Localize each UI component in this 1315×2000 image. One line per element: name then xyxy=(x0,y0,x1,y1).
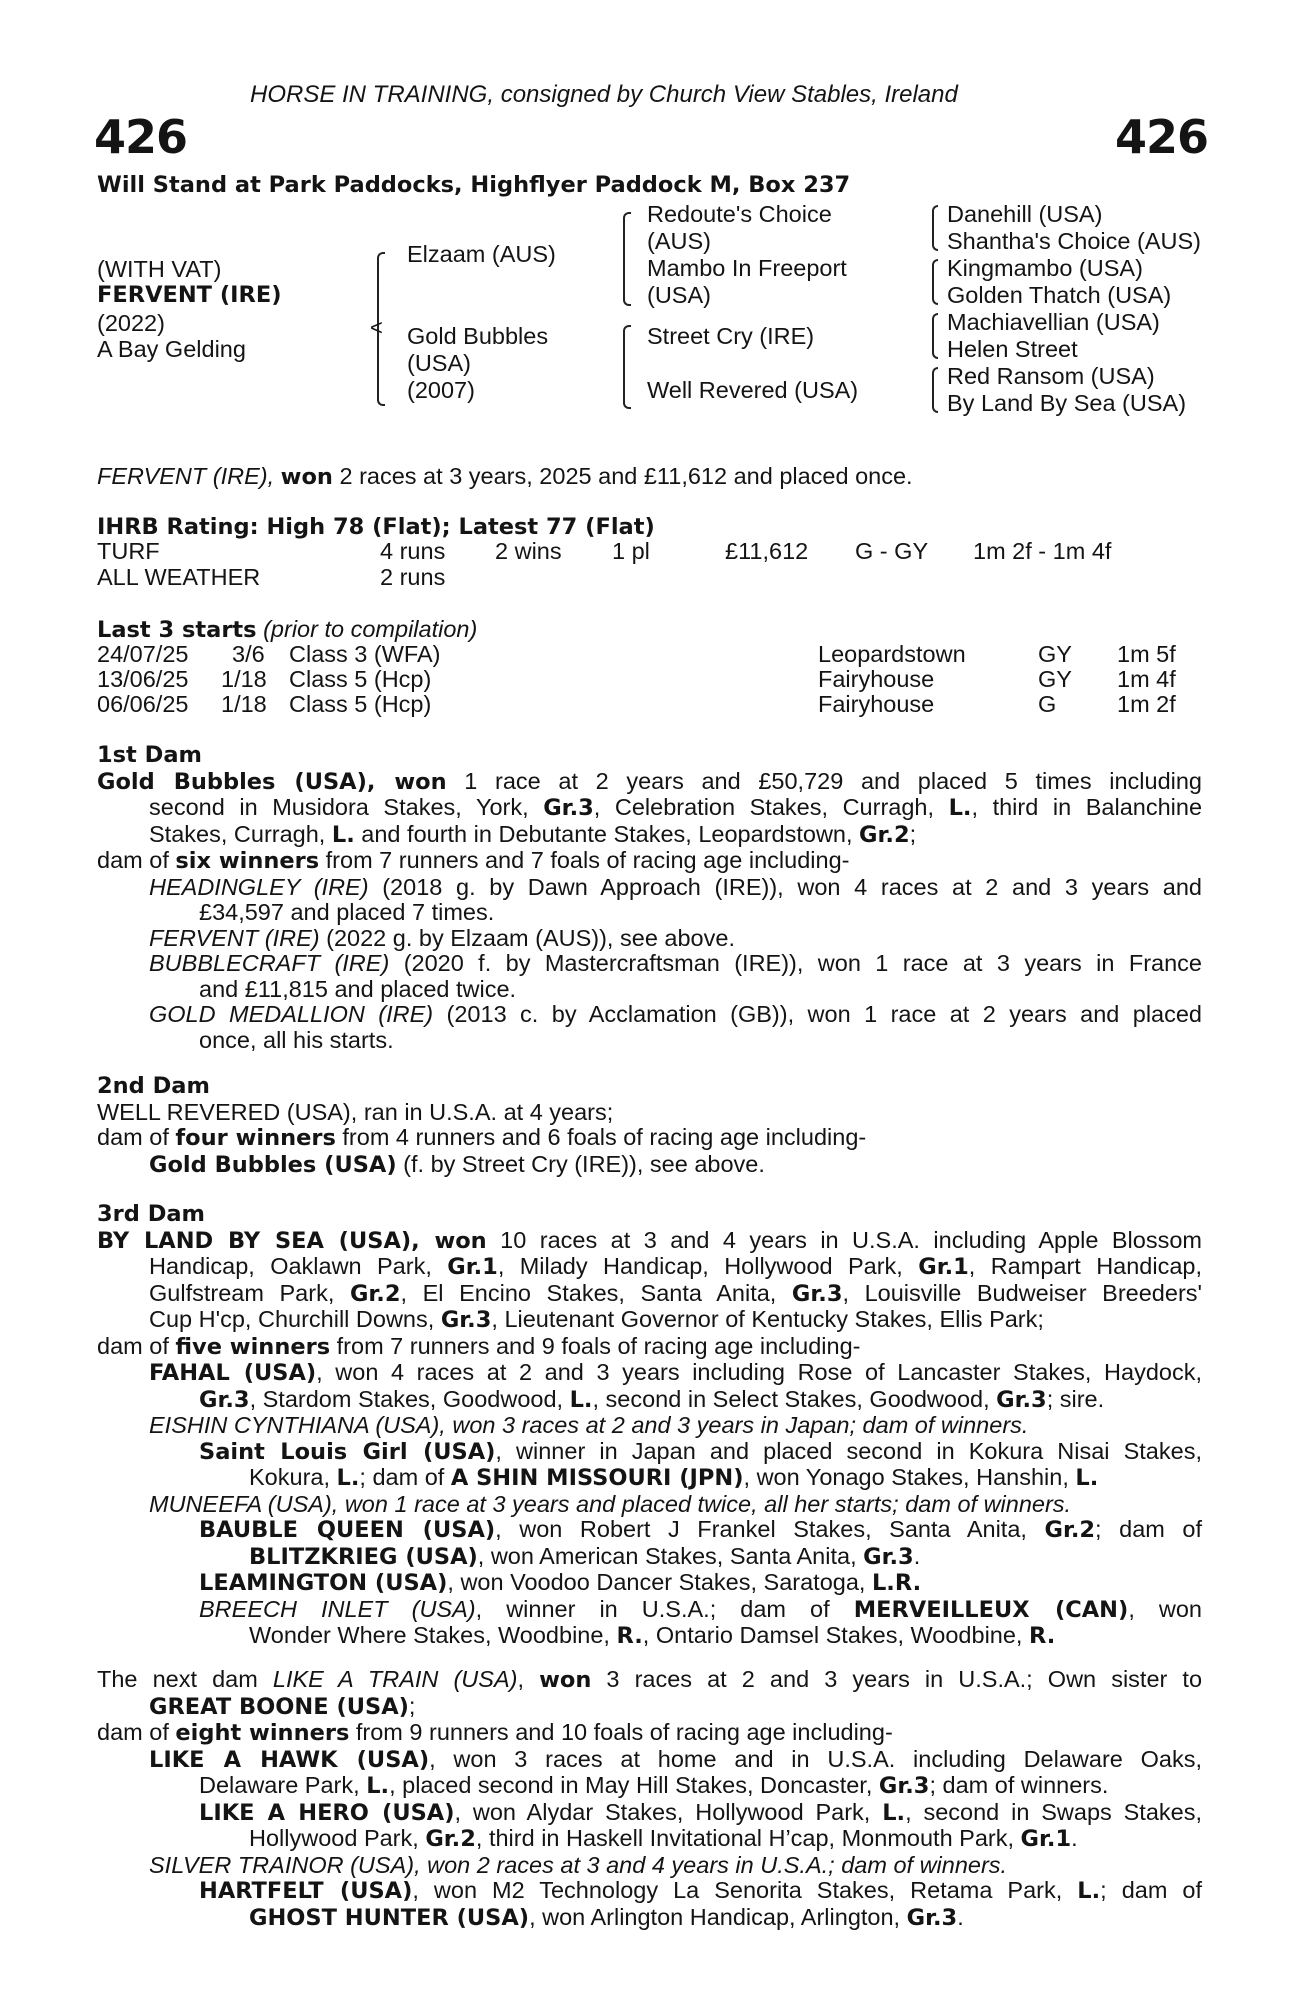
grade-label: L. xyxy=(1077,1878,1101,1904)
offspring-line xyxy=(97,1002,1202,1028)
offspring-text: , second in Select Stakes, Goodwood, xyxy=(592,1385,990,1412)
offspring-name: LIKE A HAWK (USA) xyxy=(149,1746,430,1773)
rating-prize-turf: £11,612 xyxy=(725,538,809,564)
consignment-line: HORSE IN TRAINING, consigned by Church View Stables, Ireland xyxy=(250,81,958,108)
horse-year: (2022) xyxy=(97,310,165,336)
first-dam-text: dam of xyxy=(97,847,169,873)
offspring-text: (2013 c. by Acclamation (GB)), won 1 race at 2 years and placed xyxy=(446,1001,1203,1027)
offspring-line xyxy=(97,900,1202,926)
offspring-text: , won M2 Technology La Senorita Stakes, Retama Park, xyxy=(412,1877,1063,1903)
first-dam-text: 1 race at 2 years and £50,729 and placed 5 times including xyxy=(464,767,1202,794)
offspring-text: , won Alydar Stakes, Hollywood Park, xyxy=(454,1798,871,1825)
first-dam-section xyxy=(97,743,1202,1053)
first-dam-text: and fourth in Debutante Stakes, Leopardstown, xyxy=(361,820,853,847)
offspring-name: FAHAL (USA) xyxy=(149,1360,317,1386)
summary-rest: 2 races at 3 years, 2025 and £11,612 and placed once. xyxy=(339,463,913,489)
start-course: Leopardstown xyxy=(818,641,966,667)
offspring-line xyxy=(97,1826,1202,1853)
offspring-text: (2022 g. by Elzaam (AUS)), see above. xyxy=(326,924,735,951)
first-dam-text: from 7 runners and 7 foals of racing age including- xyxy=(325,847,850,873)
start-class: Class 3 (WFA) xyxy=(289,641,441,667)
offspring-text: , winner in Japan and placed second in Kokura Nisai Stakes, xyxy=(495,1437,1202,1464)
winners-count: six winners xyxy=(175,848,320,874)
third-dam-text: Cup H'cp, Churchill Downs, xyxy=(149,1306,435,1332)
offspring-name: GHOST HUNTER (USA) xyxy=(249,1904,530,1931)
pedigree-bracket-g2 xyxy=(932,259,938,305)
offspring-line xyxy=(97,1878,1202,1905)
grade-label: Gr.3 xyxy=(543,795,594,821)
first-dam-name: Gold Bubbles (USA), won xyxy=(97,768,447,795)
offspring-text: , won Voodoo Dancer Stakes, Saratoga, xyxy=(447,1569,866,1595)
next-dam-text: , xyxy=(517,1666,524,1692)
pedigree-bracket-g1 xyxy=(932,205,938,251)
first-dam-text: second in Musidora Stakes, York, xyxy=(149,794,529,820)
third-dam-text: from 7 runners and 9 foals of racing age including- xyxy=(336,1332,861,1359)
offspring-text: (2018 g. by Dawn Approach (IRE)), won 4 races at 2 and 3 years and xyxy=(382,873,1202,900)
third-dam-text: , Rampart Handicap, xyxy=(968,1253,1203,1279)
rating-going-turf: G - GY xyxy=(855,538,929,564)
offspring-name: FERVENT (IRE) xyxy=(149,924,320,951)
start-going: GY xyxy=(1038,641,1072,667)
offspring-text: , winner in U.S.A.; dam of xyxy=(475,1595,830,1622)
winners-count: four winners xyxy=(175,1125,336,1151)
offspring-line xyxy=(97,1623,1202,1650)
rating-distance-turf: 1m 2f - 1m 4f xyxy=(973,538,1112,564)
grade-label: Gr.3 xyxy=(878,1773,930,1799)
grade-label: L. xyxy=(336,1465,360,1491)
grade-label: L. xyxy=(331,821,355,848)
offspring-text: , won American Stakes, Santa Anita, xyxy=(477,1542,857,1569)
next-dam-section xyxy=(97,1667,1202,1931)
offspring-line xyxy=(97,926,1202,952)
grade-label: Gr.1 xyxy=(447,1254,498,1280)
offspring-text: , won Robert J Frankel Stakes, Santa Anita, xyxy=(495,1516,1027,1542)
third-dam-section xyxy=(97,1202,1202,1650)
starts-heading-title: Last 3 starts xyxy=(97,617,257,643)
offspring-text: . xyxy=(957,1903,964,1930)
offspring-text: , second in Swaps Stakes, xyxy=(905,1798,1202,1825)
offspring-line xyxy=(97,1905,1202,1932)
offspring-text: , third in Haskell Invitational H’cap, Monmouth Park, xyxy=(475,1825,1015,1851)
offspring-name: GOLD MEDALLION (IRE) xyxy=(149,1001,434,1027)
offspring-line xyxy=(97,1413,1202,1439)
pedigree-dam-line1: Gold Bubbles xyxy=(407,323,549,349)
grade-label: Gr.3 xyxy=(440,1307,492,1333)
first-dam-line xyxy=(97,795,1202,822)
offspring-text: , won Yonago Stakes, Hanshin, xyxy=(743,1464,1069,1490)
grade-label: R. xyxy=(616,1623,643,1649)
pedigree-gg-3: Kingmambo (USA) xyxy=(947,255,1143,281)
next-dam-text: The next dam xyxy=(97,1666,258,1692)
third-dam-text: , El Encino Stakes, Santa Anita, xyxy=(400,1279,777,1306)
start-course: Fairyhouse xyxy=(818,666,935,692)
grade-label: Gr.3 xyxy=(906,1904,958,1931)
rating-wins-turf: 2 wins xyxy=(495,538,562,564)
third-dam-text: dam of xyxy=(97,1332,169,1359)
start-date: 06/06/25 xyxy=(97,691,189,717)
pedigree-gg-6: Helen Street xyxy=(947,336,1078,362)
rating-heading: IHRB Rating: High 78 (Flat); Latest 77 (Flat) xyxy=(97,514,655,540)
first-dam-line xyxy=(97,848,1202,875)
start-position: 1/18 xyxy=(221,691,267,717)
grade-label: Gr.2 xyxy=(859,821,910,848)
offspring-name: A SHIN MISSOURI (JPN) xyxy=(450,1465,744,1491)
offspring-text: once, all his starts. xyxy=(199,1026,394,1053)
second-dam-section xyxy=(97,1074,1202,1178)
grade-label: L. xyxy=(366,1773,390,1799)
offspring-name: Gold Bubbles (USA) xyxy=(149,1151,397,1178)
offspring-line xyxy=(97,1517,1202,1544)
summary-won: won xyxy=(280,464,333,490)
start-going: GY xyxy=(1038,666,1072,692)
next-dam-text: ; xyxy=(408,1692,416,1719)
start-date: 24/07/25 xyxy=(97,641,189,667)
third-dam-text: , Louisville Budweiser Breeders' xyxy=(842,1279,1203,1306)
pedigree-dam-sire: Street Cry (IRE) xyxy=(647,323,815,349)
stabling-line: Will Stand at Park Paddocks, Highflyer Paddock M, Box 237 xyxy=(97,172,851,198)
first-dam-text: Stakes, Curragh, xyxy=(149,820,326,847)
third-dam-line xyxy=(97,1254,1202,1281)
offspring-text: Kokura, xyxy=(249,1464,330,1490)
third-dam-text: , Lieutenant Governor of Kentucky Stakes, Ellis Park; xyxy=(491,1306,1044,1332)
offspring-name: BLITZKRIEG (USA) xyxy=(249,1543,478,1570)
grade-label: L. xyxy=(882,1799,906,1826)
grade-label: L. xyxy=(948,795,972,821)
second-dam-text: dam of xyxy=(97,1124,169,1150)
first-dam-text: , Celebration Stakes, Curragh, xyxy=(593,794,935,820)
pedigree-bracket-sire xyxy=(623,212,631,306)
offspring-line xyxy=(97,1439,1202,1466)
offspring-line xyxy=(97,1597,1202,1624)
offspring-line xyxy=(97,1028,1202,1054)
offspring-line xyxy=(97,1465,1202,1492)
rating-surface-turf: TURF xyxy=(97,538,160,564)
offspring-name: EISHIN CYNTHIANA (USA) xyxy=(149,1412,440,1438)
second-dam-text: from 4 runners and 6 foals of racing age including- xyxy=(342,1124,867,1150)
third-dam-text: Gulfstream Park, xyxy=(149,1279,335,1306)
offspring-text: and £11,815 and placed twice. xyxy=(199,975,517,1002)
offspring-line xyxy=(97,875,1202,901)
rating-runs-turf: 4 runs xyxy=(380,538,446,564)
pedigree-gg-2: Shantha's Choice (AUS) xyxy=(947,228,1201,254)
offspring-text: , Stardom Stakes, Goodwood, xyxy=(249,1385,564,1412)
offspring-name: HARTFELT (USA) xyxy=(199,1878,413,1904)
start-position: 3/6 xyxy=(232,641,265,667)
offspring-text: , won 1 race at 3 years and placed twice, all her starts; dam of winners. xyxy=(331,1490,1072,1517)
next-dam-line xyxy=(97,1694,1202,1721)
offspring-line xyxy=(97,977,1202,1003)
offspring-text: ; dam of xyxy=(359,1464,445,1490)
start-distance: 1m 5f xyxy=(1117,641,1176,667)
offspring-line xyxy=(97,1853,1202,1879)
offspring-line xyxy=(97,951,1202,977)
pedigree-gg-7: Red Ransom (USA) xyxy=(947,363,1155,389)
third-dam-text: 10 races at 3 and 4 years in U.S.A. including Apple Blossom xyxy=(500,1226,1202,1253)
pedigree-sire-sire-line2: (AUS) xyxy=(647,228,711,254)
won-label: won xyxy=(539,1667,592,1693)
third-dam-name: BY LAND BY SEA (USA), won xyxy=(97,1227,487,1254)
offspring-name: Saint Louis Girl (USA) xyxy=(199,1438,496,1465)
summary-horse-name: FERVENT (IRE), xyxy=(97,463,275,489)
start-course: Fairyhouse xyxy=(818,691,935,717)
grade-label: Gr.3 xyxy=(791,1280,843,1307)
horse-name: FERVENT (IRE) xyxy=(97,282,282,308)
sister-name: GREAT BOONE (USA) xyxy=(149,1693,409,1720)
second-dam-heading: 2nd Dam xyxy=(97,1073,210,1099)
third-dam-line xyxy=(97,1307,1202,1334)
offspring-text: . xyxy=(913,1542,921,1569)
pedigree-gg-5: Machiavellian (USA) xyxy=(947,309,1160,335)
race-summary xyxy=(97,464,913,491)
first-dam-line xyxy=(97,822,1202,849)
offspring-line xyxy=(97,1570,1202,1597)
second-dam-line: WELL REVERED (USA), ran in U.S.A. at 4 years; xyxy=(97,1098,614,1125)
offspring-line xyxy=(97,1544,1202,1571)
start-going: G xyxy=(1038,691,1057,717)
offspring-text: . xyxy=(1071,1825,1078,1851)
rating-surface-aw: ALL WEATHER xyxy=(97,564,261,590)
second-dam-line xyxy=(97,1125,1202,1152)
offspring-name: SILVER TRAINOR (USA) xyxy=(149,1851,415,1878)
grade-label: Gr.3 xyxy=(863,1543,914,1570)
starts-heading-note: (prior to compilation) xyxy=(263,616,478,642)
third-dam-line xyxy=(97,1228,1202,1255)
start-distance: 1m 2f xyxy=(1117,691,1176,717)
pedigree-dam-line3: (2007) xyxy=(407,377,475,403)
pedigree-bracket-g3 xyxy=(932,313,938,359)
vat-label: (WITH VAT) xyxy=(97,256,222,282)
next-dam-name: LIKE A TRAIN (USA) xyxy=(272,1666,518,1692)
pedigree-gg-8: By Land By Sea (USA) xyxy=(947,390,1187,416)
pedigree-gg-1: Danehill (USA) xyxy=(947,201,1103,227)
pedigree-sire: Elzaam (AUS) xyxy=(407,241,556,267)
third-dam-text: , Milady Handicap, Hollywood Park, xyxy=(497,1253,903,1279)
offspring-text: , won 4 races at 2 and 3 years including Rose of Lancaster Stakes, Haydock, xyxy=(316,1359,1202,1385)
pedigree-brace-main-mid: < xyxy=(370,315,383,340)
offspring-text: , Ontario Damsel Stakes, Woodbine, xyxy=(642,1622,1023,1648)
pedigree-sire-dam-line1: Mambo In Freeport xyxy=(647,255,847,281)
start-class: Class 5 (Hcp) xyxy=(289,666,432,692)
offspring-text: (2020 f. by Mastercraftsman (IRE)), won 1 race at 3 years in France xyxy=(403,950,1202,976)
offspring-text: , placed second in May Hill Stakes, Doncaster, xyxy=(389,1772,873,1798)
offspring-name: BUBBLECRAFT (IRE) xyxy=(149,950,390,976)
offspring-text: , won 2 races at 3 and 4 years in U.S.A.; dam of winners. xyxy=(414,1851,1008,1878)
third-dam-text: Handicap, Oaklawn Park, xyxy=(149,1253,432,1279)
offspring-name: HEADINGLEY (IRE) xyxy=(149,873,369,900)
offspring-text: Delaware Park, xyxy=(199,1772,360,1798)
offspring-name: LEAMINGTON (USA) xyxy=(199,1570,448,1596)
second-dam-line xyxy=(97,1152,1202,1179)
lot-number-left: 426 xyxy=(94,110,188,164)
next-dam-text: dam of xyxy=(97,1719,169,1745)
grade-label: L.R. xyxy=(871,1570,922,1596)
grade-label: Gr.2 xyxy=(1044,1517,1096,1543)
next-dam-line xyxy=(97,1720,1202,1747)
offspring-name: MERVEILLEUX (CAN) xyxy=(853,1596,1129,1623)
offspring-line xyxy=(97,1387,1202,1414)
pedigree-gg-4: Golden Thatch (USA) xyxy=(947,282,1172,308)
offspring-line xyxy=(97,1492,1202,1518)
next-dam-line xyxy=(97,1667,1202,1694)
horse-description: A Bay Gelding xyxy=(97,336,246,362)
offspring-text: £34,597 and placed 7 times. xyxy=(199,899,495,925)
offspring-text: (f. by Street Cry (IRE)), see above. xyxy=(403,1150,765,1177)
third-dam-line xyxy=(97,1334,1202,1361)
lot-number-right: 426 xyxy=(1115,110,1209,164)
offspring-text: , won xyxy=(1128,1595,1203,1622)
third-dam-heading: 3rd Dam xyxy=(97,1201,205,1227)
offspring-name: LIKE A HERO (USA) xyxy=(199,1799,455,1826)
next-dam-text: 3 races at 2 and 3 years in U.S.A.; Own sister to xyxy=(606,1666,1203,1692)
start-date: 13/06/25 xyxy=(97,666,189,692)
offspring-text: Hollywood Park, xyxy=(249,1825,419,1851)
pedigree-sire-sire-line1: Redoute's Choice xyxy=(647,201,832,227)
rating-placed-turf: 1 pl xyxy=(612,538,650,564)
pedigree-bracket-dam xyxy=(623,325,631,409)
offspring-text: ; dam of xyxy=(1100,1877,1203,1903)
offspring-text: , won 3 races at home and in U.S.A. including Delaware Oaks, xyxy=(429,1745,1202,1772)
offspring-line xyxy=(97,1360,1202,1387)
offspring-text: Wonder Where Stakes, Woodbine, xyxy=(249,1622,610,1648)
third-dam-line xyxy=(97,1281,1202,1308)
offspring-text: ; sire. xyxy=(1046,1385,1105,1412)
grade-label: Gr.1 xyxy=(918,1254,969,1280)
first-dam-text: , third in Balanchine xyxy=(971,794,1203,820)
offspring-line xyxy=(97,1773,1202,1800)
offspring-name: BREECH INLET (USA) xyxy=(199,1595,476,1622)
grade-label: Gr.2 xyxy=(349,1280,401,1307)
offspring-line xyxy=(97,1800,1202,1827)
rating-runs-aw: 2 runs xyxy=(380,564,446,590)
grade-label: L. xyxy=(569,1386,593,1413)
grade-label: Gr.3 xyxy=(199,1386,250,1413)
offspring-name: MUNEEFA (USA) xyxy=(149,1490,332,1517)
grade-label: Gr.1 xyxy=(1020,1826,1072,1852)
offspring-name: BAUBLE QUEEN (USA) xyxy=(199,1517,496,1543)
offspring-text: , won Arlington Handicap, Arlington, xyxy=(529,1903,901,1930)
offspring-text: , won 3 races at 2 and 3 years in Japan; dam of winners. xyxy=(439,1412,1029,1438)
starts-heading xyxy=(97,617,477,644)
winners-count: eight winners xyxy=(175,1720,350,1746)
pedigree-dam-line2: (USA) xyxy=(407,350,471,376)
first-dam-text: ; xyxy=(909,820,917,847)
first-dam-heading: 1st Dam xyxy=(97,742,202,768)
grade-label: R. xyxy=(1029,1623,1056,1649)
offspring-text: ; dam of xyxy=(1095,1516,1203,1542)
start-class: Class 5 (Hcp) xyxy=(289,691,432,717)
grade-label: Gr.3 xyxy=(996,1386,1047,1413)
pedigree-sire-dam-line2: (USA) xyxy=(647,282,711,308)
grade-label: L. xyxy=(1075,1465,1099,1491)
pedigree-dam-dam: Well Revered (USA) xyxy=(647,377,859,403)
next-dam-text: from 9 runners and 10 foals of racing age including- xyxy=(355,1719,893,1745)
winners-count: five winners xyxy=(175,1333,331,1360)
start-distance: 1m 4f xyxy=(1117,666,1176,692)
start-position: 1/18 xyxy=(221,666,267,692)
offspring-text: ; dam of winners. xyxy=(929,1772,1109,1798)
first-dam-line xyxy=(97,769,1202,796)
pedigree-bracket-g4 xyxy=(932,367,938,413)
grade-label: Gr.2 xyxy=(425,1826,476,1852)
offspring-line xyxy=(97,1747,1202,1774)
